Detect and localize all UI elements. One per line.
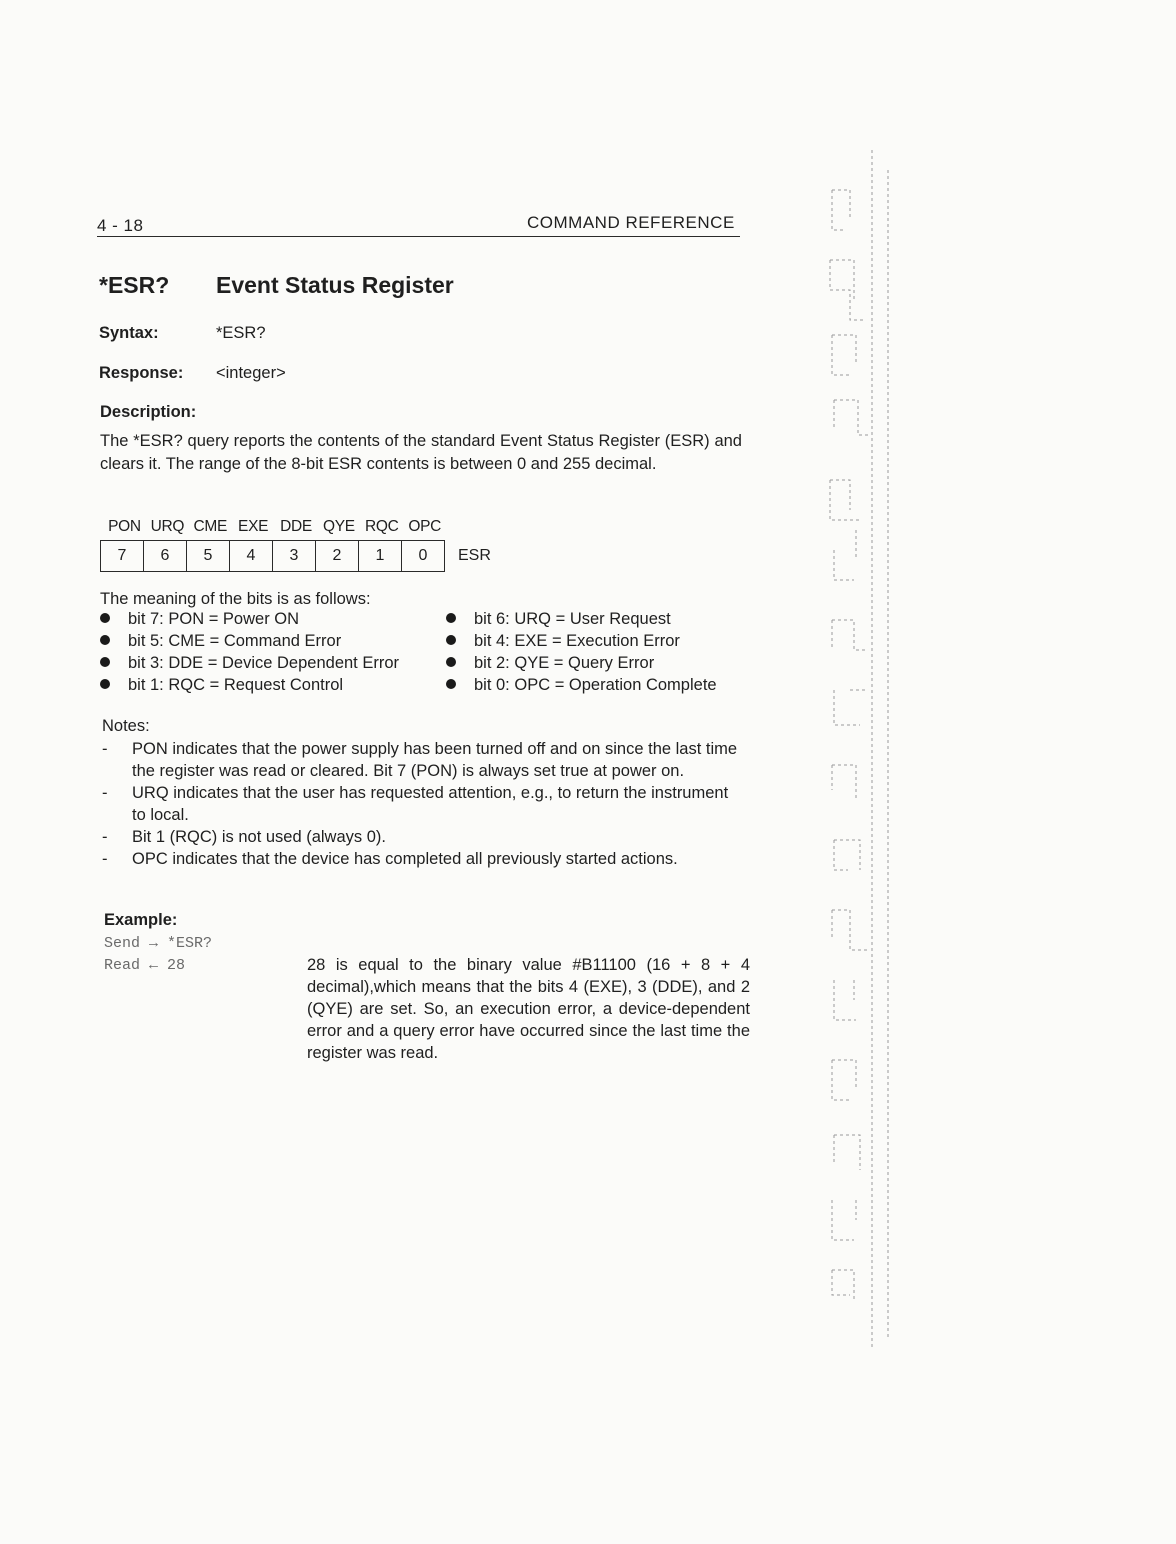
list-item <box>446 654 654 673</box>
dash-marker: - <box>102 850 108 868</box>
register-cell: 7 <box>101 541 144 571</box>
page-number: 4 - 18 <box>97 216 144 235</box>
register-cell: 0 <box>418 547 428 564</box>
bit-meaning: bit 4: EXE = Execution Error <box>474 632 680 650</box>
dash-marker: - <box>102 740 108 758</box>
bullet-icon <box>100 679 110 689</box>
syntax-value: *ESR? <box>216 324 266 342</box>
bullet-icon <box>446 679 456 689</box>
bullet-icon <box>100 635 110 645</box>
bits-intro: The meaning of the bits is as follows: <box>100 590 371 608</box>
register-cell: 5 <box>187 541 230 571</box>
bit-meaning: bit 3: DDE = Device Dependent Error <box>128 654 400 672</box>
register-label: CME <box>193 518 227 535</box>
register-label: URQ <box>150 518 185 535</box>
list-item <box>100 632 341 651</box>
notes-title: Notes: <box>102 717 150 735</box>
note-text: PON indicates that the power supply has been turned off and on since the last time the register was read or cleared. Bit 7 (PON) is always set true at power on. <box>132 740 738 780</box>
example-read: Read ← 28 <box>104 957 186 974</box>
response-value: <integer> <box>216 364 286 382</box>
command-title: *ESR? <box>99 272 170 298</box>
bit-meaning: bit 7: PON = Power ON <box>128 610 300 628</box>
list-item <box>102 848 744 870</box>
register-cell: 1 <box>359 541 402 571</box>
list-item <box>446 676 717 695</box>
bullet-icon <box>100 613 110 623</box>
bit-meaning: bit 5: CME = Command Error <box>128 632 342 650</box>
bullet-icon <box>446 613 456 623</box>
register-name: ESR <box>458 547 491 564</box>
bit-meaning: bit 2: QYE = Query Error <box>474 654 655 672</box>
response-label: Response: <box>99 364 184 382</box>
list-item <box>102 738 744 782</box>
example-label: Example: <box>104 911 178 929</box>
page-edge-tabs-decoration <box>820 150 900 1350</box>
description-text: The *ESR? query reports the contents of the standard Event Status Register (ESR) and clears it. The range of the 8-bit ESR contents is between 0 and 255 decimal. <box>100 432 742 473</box>
register-cell: 3 <box>273 541 316 571</box>
register-bit-labels <box>103 518 446 536</box>
note-text: OPC indicates that the device has completed all previously started actions. <box>132 850 678 868</box>
register-label: DDE <box>280 518 312 535</box>
bullet-icon <box>446 635 456 645</box>
register-label: PON <box>108 518 141 535</box>
example-explanation: 28 is equal to the binary value #B11100 (16 + 8 + 4 decimal),which means that the bits 4 (EXE), 3 (DDE), and 2 (QYE) are set. So, an execution error, a device-dependent error and a query error have occurred since the last time the register was read. <box>307 956 750 1062</box>
header-rule <box>97 236 740 237</box>
list-item <box>446 632 680 651</box>
description-label: Description: <box>100 403 197 421</box>
example-send: Send → *ESR? <box>104 935 213 952</box>
list-item <box>100 610 299 629</box>
dash-marker: - <box>102 828 108 846</box>
note-text: Bit 1 (RQC) is not used (always 0). <box>132 828 386 846</box>
register-diagram <box>100 540 445 572</box>
list-item <box>446 610 671 629</box>
bit-meaning: bit 0: OPC = Operation Complete <box>474 676 717 694</box>
list-item <box>100 654 399 673</box>
note-text: URQ indicates that the user has requested attention, e.g., to return the instrument to local. <box>132 784 729 824</box>
register-label: RQC <box>365 518 399 535</box>
notes-list <box>102 738 744 870</box>
bullet-icon <box>100 657 110 667</box>
syntax-label: Syntax: <box>99 324 159 342</box>
bullet-icon <box>446 657 456 667</box>
register-label: EXE <box>238 518 269 535</box>
bit-meaning: bit 6: URQ = User Request <box>474 610 671 628</box>
register-cell: 6 <box>144 541 187 571</box>
list-item <box>102 782 744 826</box>
list-item <box>102 826 744 848</box>
register-cell: 2 <box>316 541 359 571</box>
dash-marker: - <box>102 784 108 802</box>
command-name: Event Status Register <box>216 272 454 298</box>
register-label: OPC <box>408 518 442 535</box>
section-title: COMMAND REFERENCE <box>527 213 735 232</box>
register-label: QYE <box>322 518 355 535</box>
list-item <box>100 676 343 695</box>
register-cell: 4 <box>230 541 273 571</box>
bit-meaning: bit 1: RQC = Request Control <box>128 676 344 694</box>
